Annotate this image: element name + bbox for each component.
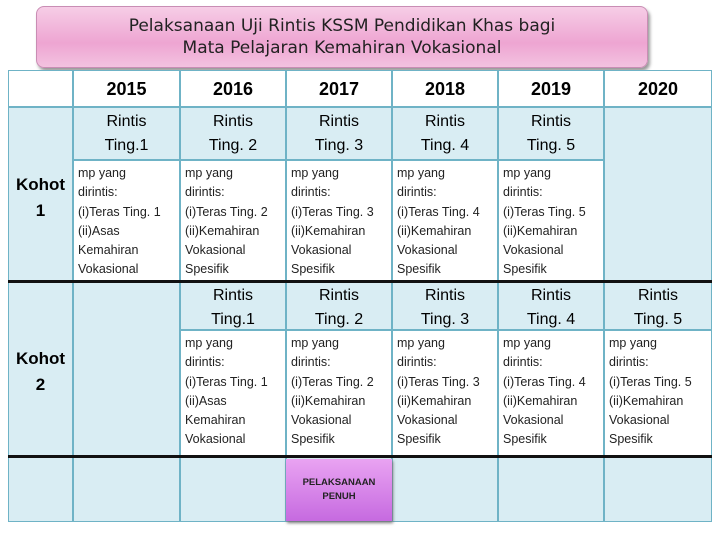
cell-text-line: mp yang xyxy=(185,336,233,350)
cell-text-line: Spesifik xyxy=(291,262,335,277)
mp-cell xyxy=(286,160,392,281)
cell-text-line: (ii)Kemahiran xyxy=(397,393,472,408)
cell-text-line: Ting. 5 xyxy=(526,137,576,154)
mp-cell xyxy=(498,160,604,281)
cell-text-line: Vokasional xyxy=(185,432,246,447)
cell-text-line: Rintis xyxy=(530,113,571,130)
mp-cell xyxy=(604,330,712,457)
kohot-1-label xyxy=(8,107,73,281)
year-header: 2019 xyxy=(498,70,604,107)
mp-cell xyxy=(498,330,604,457)
pelaksanaan-line-1: PELAKSANAAN xyxy=(302,477,376,488)
rintis-cell xyxy=(180,107,286,160)
cell-text-line: Spesifik xyxy=(397,262,441,277)
cell-text-line: Vokasional xyxy=(397,413,458,428)
kohot-2-label xyxy=(8,281,73,457)
cell-text-line: mp yang xyxy=(397,166,445,180)
cell-text-line: (i)Teras Ting. 2 xyxy=(291,374,374,389)
cell-text-line: mp yang xyxy=(185,166,233,180)
cell-text-line: Ting. 2 xyxy=(208,137,258,154)
cell-text-line: Rintis xyxy=(424,113,465,130)
cell-text-line: mp yang xyxy=(78,166,126,180)
cell-text-line: mp yang xyxy=(291,336,339,350)
cell-text-line: mp yang xyxy=(609,336,657,350)
cell-text-line: Ting.1 xyxy=(211,311,255,328)
cell-text-line: Ting. 3 xyxy=(420,311,470,328)
cell-text-line: dirintis: xyxy=(503,185,543,200)
empty-cell xyxy=(604,107,712,281)
cell-text-line: (ii)Kemahiran xyxy=(503,223,578,238)
cell-text-line: mp yang xyxy=(503,166,551,180)
cell-text-line: Kemahiran xyxy=(185,413,246,428)
rintis-cell xyxy=(498,107,604,160)
mp-cell xyxy=(286,330,392,457)
cell-text-line: Kohot xyxy=(15,175,66,194)
cell-text-line: (i)Teras Ting. 5 xyxy=(609,374,692,389)
mp-cell xyxy=(180,160,286,281)
cell-text-line: Vokasional xyxy=(503,413,564,428)
cell-text-line: Ting.1 xyxy=(104,137,149,154)
empty-cell xyxy=(73,457,180,522)
pelaksanaan-line-2: PENUH xyxy=(322,491,356,502)
cell-text-line: (i)Teras Ting. 1 xyxy=(185,374,268,389)
cell-text-line: Rintis xyxy=(424,287,465,304)
rintis-cell xyxy=(73,107,180,160)
rintis-cell xyxy=(604,281,712,330)
cell-text-line: Rintis xyxy=(212,113,253,130)
empty-cell xyxy=(180,457,286,522)
cell-text-line: Rintis xyxy=(637,287,678,304)
row-divider xyxy=(8,280,712,283)
cell-text-line: (i)Teras Ting. 3 xyxy=(291,204,374,219)
empty-cell xyxy=(604,457,712,522)
cell-text-line: dirintis: xyxy=(397,185,437,200)
cell-text-line: (i)Teras Ting. 1 xyxy=(78,204,161,219)
cell-text-line: dirintis: xyxy=(78,185,118,200)
cell-text-line: dirintis: xyxy=(397,355,437,370)
title-banner xyxy=(36,6,648,68)
row-divider xyxy=(8,455,712,458)
cell-text-line: (ii)Kemahiran xyxy=(503,393,578,408)
cell-text-line: (ii)Asas xyxy=(78,223,120,238)
cell-text-line: (ii)Kemahiran xyxy=(397,223,472,238)
cell-text-line: (i)Teras Ting. 4 xyxy=(503,374,586,389)
cell-text-line: 1 xyxy=(35,201,46,220)
cell-text-line: Spesifik xyxy=(185,262,229,277)
cell-text-line: Vokasional xyxy=(397,243,458,258)
year-header: 2018 xyxy=(392,70,498,107)
cell-text-line: (i)Teras Ting. 2 xyxy=(185,204,268,219)
cell-text-line: Vokasional xyxy=(291,243,352,258)
rintis-cell xyxy=(180,281,286,330)
cell-text-line: Rintis xyxy=(318,287,359,304)
empty-cell xyxy=(498,457,604,522)
rintis-cell xyxy=(392,107,498,160)
cell-text-line: Spesifik xyxy=(291,432,335,447)
cell-text-line: Vokasional xyxy=(78,262,139,277)
cell-text-line: Vokasional xyxy=(609,413,670,428)
cell-text-line: Spesifik xyxy=(397,432,441,447)
cell-text-line: Vokasional xyxy=(503,243,564,258)
cell-text-line: Spesifik xyxy=(503,262,547,277)
cell-text-line: (ii)Kemahiran xyxy=(609,393,684,408)
cell-text-line: Ting. 4 xyxy=(526,311,576,328)
cell-text-line: mp yang xyxy=(503,336,551,350)
rintis-cell xyxy=(286,281,392,330)
cell-text-line: Rintis xyxy=(318,113,359,130)
cell-text-line: Spesifik xyxy=(609,432,653,447)
header-blank xyxy=(8,70,73,107)
year-header: 2017 xyxy=(286,70,392,107)
cell-text-line: dirintis: xyxy=(291,355,331,370)
cell-text-line: (ii)Kemahiran xyxy=(291,393,366,408)
year-header: 2016 xyxy=(180,70,286,107)
title-line-1: Pelaksanaan Uji Rintis KSSM Pendidikan Khas bagi xyxy=(128,16,556,36)
cell-text-line: Vokasional xyxy=(291,413,352,428)
cell-text-line: (ii)Kemahiran xyxy=(185,223,260,238)
cell-text-line: (ii)Asas xyxy=(185,393,227,408)
cell-text-line: Ting. 2 xyxy=(314,311,364,328)
cell-text-line: Ting. 3 xyxy=(314,137,364,154)
cell-text-line: mp yang xyxy=(291,166,339,180)
empty-cell xyxy=(8,457,73,522)
cell-text-line: Kohot xyxy=(15,349,66,368)
cell-text-line: (i)Teras Ting. 4 xyxy=(397,204,480,219)
cell-text-line: dirintis: xyxy=(185,355,225,370)
cell-text-line: Rintis xyxy=(106,113,147,130)
cell-text-line: Vokasional xyxy=(185,243,246,258)
cell-text-line: (ii)Kemahiran xyxy=(291,223,366,238)
pelaksanaan-penuh-box xyxy=(286,459,392,521)
cell-text-line: Rintis xyxy=(530,287,571,304)
mp-cell xyxy=(392,330,498,457)
empty-cell xyxy=(392,457,498,522)
cell-text-line: dirintis: xyxy=(185,185,225,200)
mp-cell xyxy=(73,160,180,281)
cell-text-line: (i)Teras Ting. 3 xyxy=(397,374,480,389)
cell-text-line: Spesifik xyxy=(503,432,547,447)
cell-text-line: Rintis xyxy=(212,287,253,304)
rintis-cell xyxy=(498,281,604,330)
rintis-cell xyxy=(286,107,392,160)
mp-cell xyxy=(180,330,286,457)
cell-text-line: mp yang xyxy=(397,336,445,350)
title-line-2: Mata Pelajaran Kemahiran Vokasional xyxy=(182,38,502,58)
year-header: 2020 xyxy=(604,70,712,107)
cell-text-line: dirintis: xyxy=(609,355,649,370)
cell-text-line: dirintis: xyxy=(503,355,543,370)
cell-text-line: (i)Teras Ting. 5 xyxy=(503,204,586,219)
rintis-cell xyxy=(392,281,498,330)
mp-cell xyxy=(392,160,498,281)
cell-text-line: 2 xyxy=(35,375,46,394)
empty-cell xyxy=(73,281,180,457)
cell-text-line: dirintis: xyxy=(291,185,331,200)
cell-text-line: Ting. 4 xyxy=(420,137,470,154)
cell-text-line: Ting. 5 xyxy=(633,311,683,328)
year-header: 2015 xyxy=(73,70,180,107)
cell-text-line: Kemahiran xyxy=(78,243,139,258)
